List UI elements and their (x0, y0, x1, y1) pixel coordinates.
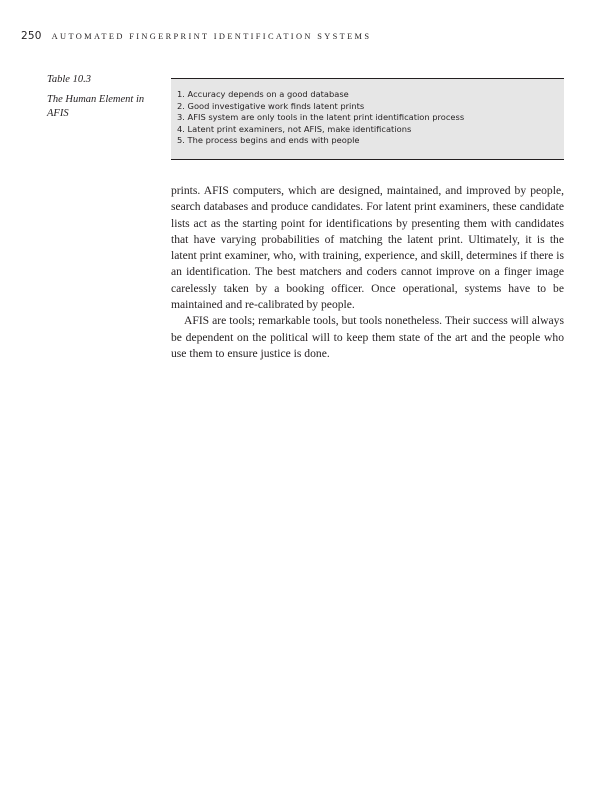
page-number: 250 (21, 30, 42, 42)
table-item: 3. AFIS system are only tools in the latent print identification process (177, 112, 465, 123)
running-head (21, 30, 581, 44)
table-item: 1. Accuracy depends on a good database (177, 89, 349, 99)
table-label: Table 10.3 (47, 74, 91, 85)
table-item: 4. Latent print examiners, not AFIS, make identifications (177, 123, 412, 134)
running-title: AUTOMATED FINGERPRINT IDENTIFICATION SYSTEMS (51, 32, 372, 41)
body-text (171, 183, 564, 362)
table-item: 2. Good investigative work finds latent prints (177, 100, 365, 111)
body-paragraph: prints. AFIS computers, which are designed, maintained, and improved by people, search databases and produce candidates. For latent print examiners, these candidate lists act as the starting point for identifications by presenting them with candidates that have varying probabilities of matching the latent print. Ultimately, it is the latent print examiner, who, with training, experience, and skill, determines if there is an identification. The best matchers and coders cannot improve on a finger image carelessly taken by a booking officer. Once operational, systems have to be maintained and re-calibrated by people. (171, 184, 564, 312)
table-item: 5. The process begins and ends with people (177, 135, 360, 146)
table-box (171, 78, 564, 160)
table-title: The Human Element in AFIS (47, 94, 145, 119)
table-caption (47, 73, 159, 121)
body-paragraph: AFIS are tools; remarkable tools, but tools nonetheless. Their success will always be dependent on the political will to keep them state of the art and the people who use them to ensure justice is done. (171, 314, 564, 360)
table-list (177, 89, 557, 147)
